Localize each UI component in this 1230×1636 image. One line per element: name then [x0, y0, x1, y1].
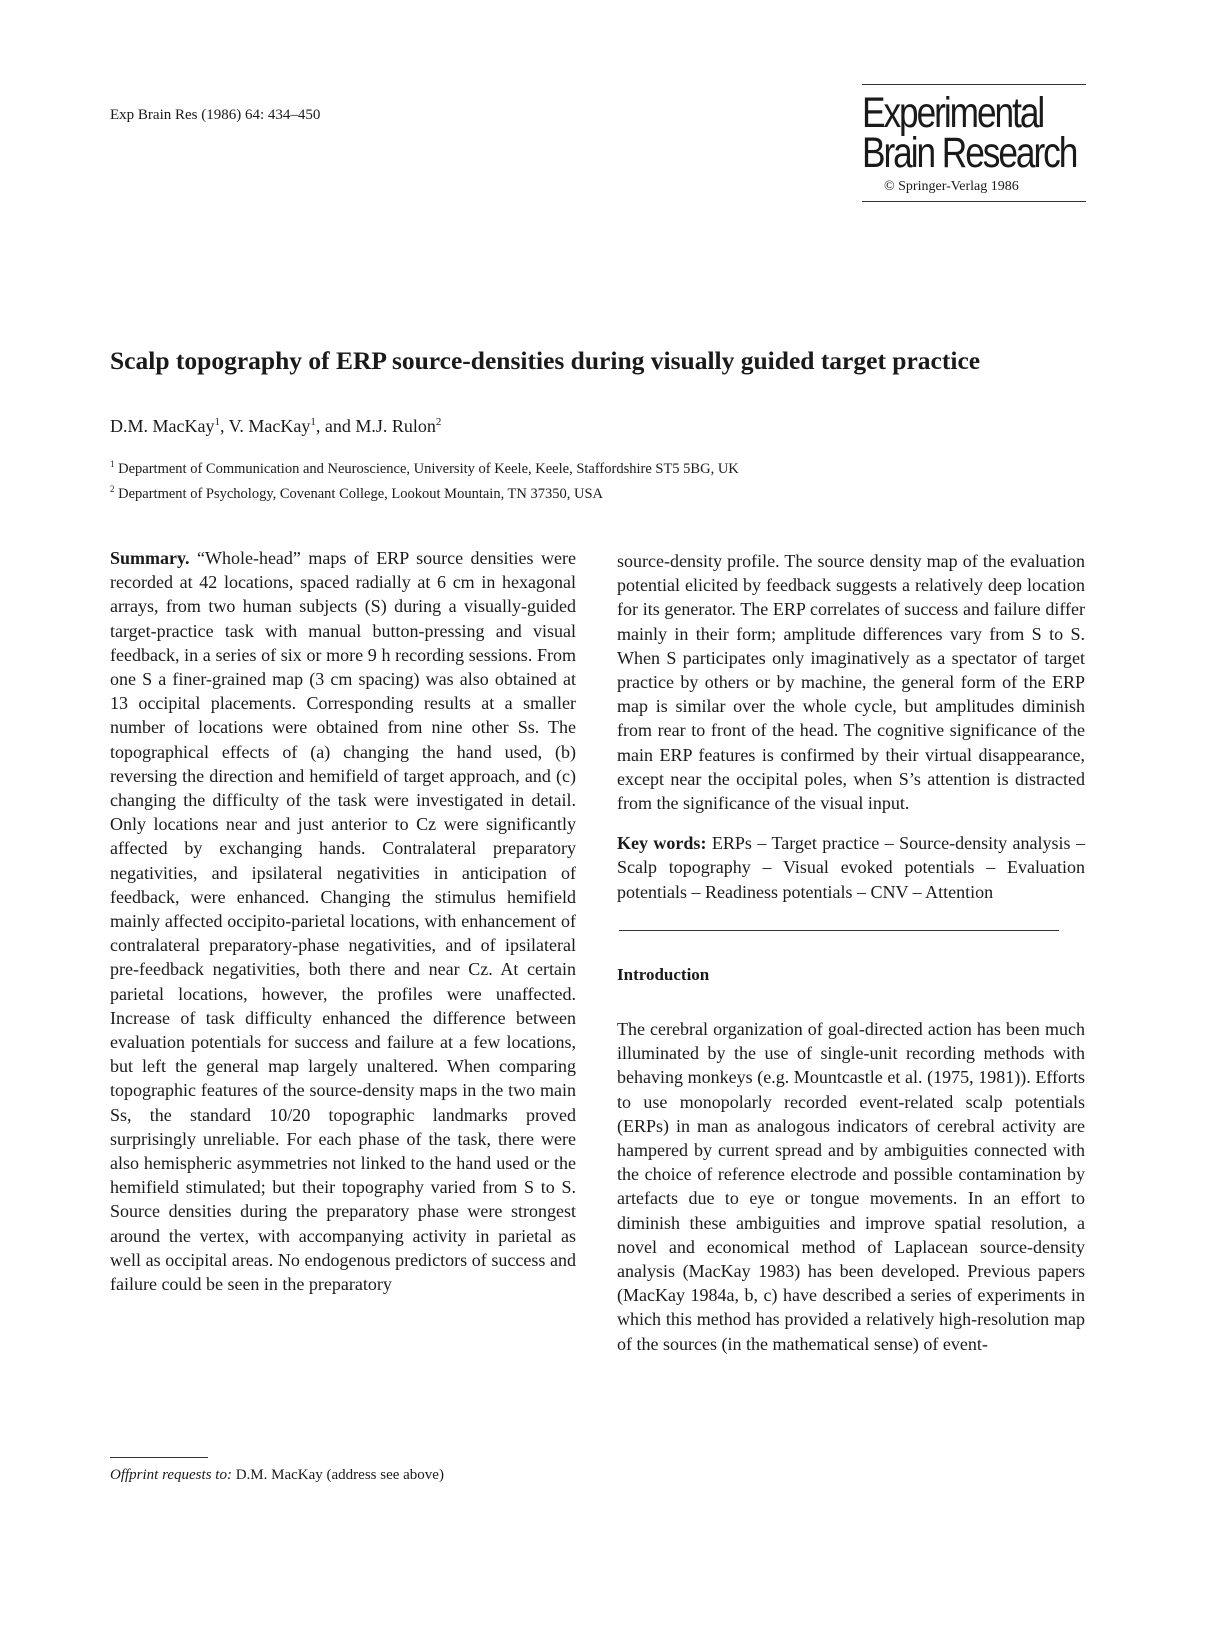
journal-name-line-1: Experimental: [862, 89, 1044, 137]
affiliation-item: [110, 454, 739, 479]
author-name: D.M. MacKay: [110, 416, 215, 436]
affiliation-mark: 1: [110, 459, 115, 469]
journal-masthead: [862, 84, 1086, 202]
article-title: Scalp topography of ERP source-densities during visually guided target practice: [110, 346, 981, 375]
author-affil-mark: 2: [435, 416, 442, 428]
section-divider: [619, 930, 1059, 931]
keywords-text: ERPs – Target practice – Source-density analysis – Scalp topography – Visual evoked potentials – Evaluation potentials – Readiness potentials – CNV – Attention: [617, 833, 1085, 902]
footnote: [110, 1467, 444, 1484]
right-column: [617, 549, 1085, 1356]
author-separator: ,: [219, 416, 229, 436]
affiliation-text: Department of Communication and Neuroscience, University of Keele, Keele, Staffordshire ST5 5BG, UK: [118, 460, 739, 477]
left-column: [110, 546, 576, 1296]
summary-label: Summary.: [110, 548, 190, 568]
copyright-notice: © Springer-Verlag 1986: [884, 179, 1019, 194]
journal-citation: Exp Brain Res (1986) 64: 434–450: [110, 107, 321, 123]
summary-paragraph: [110, 546, 576, 1296]
keywords-label: Key words:: [617, 833, 707, 854]
author-name: V. MacKay: [228, 416, 311, 436]
masthead-bottom-rule: [862, 201, 1086, 202]
footnote-label: Offprint requests to:: [110, 1467, 232, 1483]
author-name: M.J. Rulon: [355, 416, 436, 436]
summary-text: “Whole-head” maps of ERP source densities were recorded at 42 locations, spaced radially at 6 cm in hexagonal arrays, from two human subjects (S) during a visually-guided target-practice task with manual button-pressing and visual feedback, in a series of six or more 9 h recording sessions. From one S a finer-grained map (3 cm spacing) was also obtained at 13 occipital placements. Corresponding results at a smaller number of locations were obtained from nine other Ss. The topographical effects of (a) changing the hand used, (b) reversing the direction and hemifield of target approach, and (c) changing the difficulty of the task were investigated in detail. Only locations near and just anterior to Cz were significantly affected by exchanging hands. Contralateral preparatory negativities, and ipsilateral negativities in anticipation of feedback, were enhanced. Changing the stimulus hemifield mainly affected occipito-parietal locations, with enhancement of contralateral preparatory-phase negativities, and of ipsilateral pre-feedback negativities, both there and near Cz. At certain parietal locations, however, the profiles were unaffected. Increase of task difficulty enhanced the difference between evaluation potentials for success and failure at a few locations, but left the general map largely unaltered. When comparing topographic features of the source-density maps in the two main Ss, the standard 10/20 topographic landmarks proved surprisingly unreliable. For each phase of the task, there were also hemispheric asymmetries not linked to the hand used or the hemifield stimulated; but their topography varied from S to S. Source densities during the preparatory phase were strongest around the vertex, with accompanying activity in parietal as well as occipital areas. No endogenous predictors of success and failure could be seen in the preparatory: [110, 548, 576, 1295]
affiliation-item: [110, 479, 739, 504]
author-affil-mark: 1: [310, 416, 316, 428]
masthead-top-rule: [862, 84, 1086, 85]
author-separator: , and: [315, 416, 356, 436]
introduction-heading: Introduction: [617, 964, 710, 984]
footnote-text: D.M. MacKay (address see above): [231, 1467, 444, 1483]
affiliation-text: Department of Psychology, Covenant College, Lookout Mountain, TN 37350, USA: [118, 485, 604, 502]
author-list: [110, 416, 441, 437]
footnote-rule: [110, 1457, 208, 1458]
affiliation-mark: 2: [110, 483, 115, 494]
affiliation-list: [110, 454, 739, 504]
journal-name: [862, 89, 1077, 177]
journal-name-line-2: Brain Research: [862, 129, 1077, 177]
author-affil-mark: 1: [214, 416, 220, 428]
keywords-paragraph: [617, 831, 1085, 904]
introduction-text: The cerebral organization of goal-directed action has been much illuminated by the use of single-unit recording methods with behaving monkeys (e.g. Mountcastle et al. (1975, 1981)). Efforts to use monopolarly recorded event-related scalp potentials (ERPs) in man as analogous indicators of cerebral activity are hampered by current spread and by ambiguities connected with the choice of reference electrode and possible contamination by artefacts due to eye or tongue movements. In an effort to diminish these ambiguities and improve spatial resolution, a novel and economical method of Laplacean source-density analysis (MacKay 1983) has been developed. Previous papers (MacKay 1984a, b, c) have described a series of experiments in which this method has provided a relatively high-resolution map of the sources (in the mathematical sense) of event-: [617, 1019, 1085, 1354]
summary-continuation: source-density profile. The source density map of the evaluation potential elicited by feedback suggests a relatively deep location for its generator. The ERP correlates of success and failure differ mainly in their form; amplitude differences vary from S to S. When S participates only imaginatively as a spectator of target practice by others or by machine, the general form of the ERP map is similar over the whole cycle, but amplitudes diminish from rear to front of the head. The cognitive significance of the main ERP features is confirmed by their virtual disappearance, except near the occipital poles, when S’s attention is distracted from the significance of the visual input.: [617, 551, 1085, 814]
